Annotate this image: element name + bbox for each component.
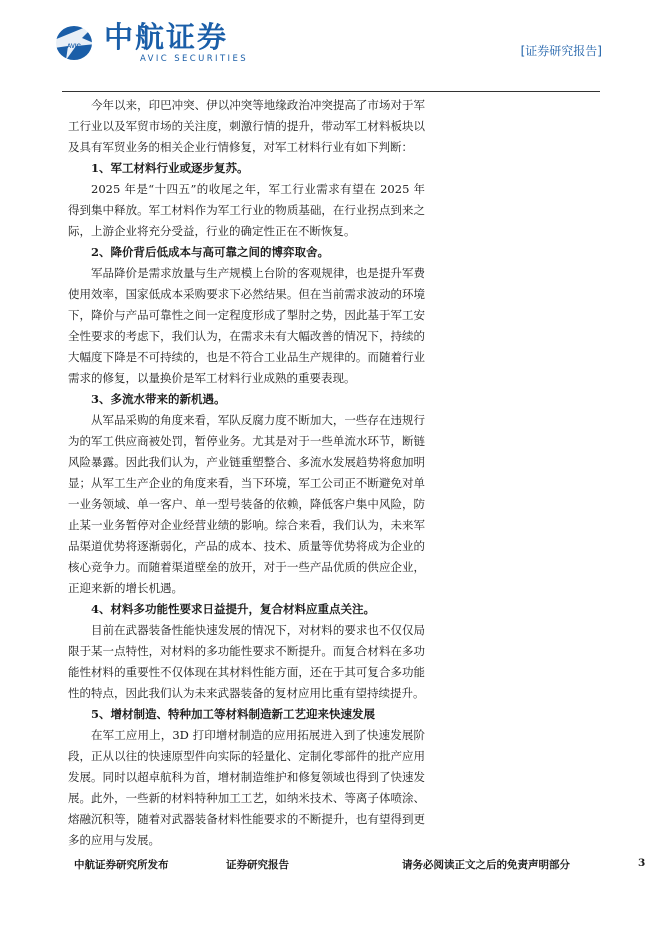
section-paragraph-3: 从军品采购的角度来看，军队反腐力度不断加大，一些存在违规行为的军工供应商被处罚，暂停业务。尤其是对于一些单流水环节，断链风险暴露。因此我们认为，产业链重塑整合、多流水发展趋势将愈加明显；从军工生产企业的角度来看，当下环境，军工公司正不断避免对单一业务领域、单一客户、单一型号装备的依赖，降低客户集中风险，防止某一业务暂停对企业经营业绩的影响。综合来看，我们认为，未来军品渠道优势将逐渐弱化，产品的成本、技术、质量等优势将成为企业的核心竞争力。而随着渠道壁垒的放开，对于一些产品优质的供应企业，正迎来新的增长机遇。 bbox=[68, 413, 425, 595]
brand-name-cn: 中航证券 bbox=[104, 20, 229, 54]
section-heading-1: 1、军工材料行业或逐步复苏。 bbox=[91, 161, 249, 175]
brand-logo bbox=[52, 18, 249, 66]
page-number: 3 bbox=[638, 857, 646, 869]
header-divider bbox=[62, 91, 600, 92]
section-heading-4: 4、材料多功能性要求日益提升，复合材料应重点关注。 bbox=[91, 602, 375, 616]
brand-name-en: AVIC SECURITIES bbox=[140, 54, 249, 64]
intro-paragraph: 今年以来，印巴冲突、伊以冲突等地缘政治冲突提高了市场对于军工行业以及军贸市场的关注度，刺激行情的提升，带动军工材料板块以及具有军贸业务的相关企业行情修复，对军工材料行业有如下判断： bbox=[68, 98, 425, 154]
section-paragraph-1: 2025 年是“十四五”的收尾之年，军工行业需求有望在 2025 年得到集中释放。军工材料作为军工行业的物质基础，在行业拐点到来之际，上游企业将充分受益，行业的确定性正在不断恢复。 bbox=[68, 182, 425, 238]
footer-disclaimer: 请务必阅读正文之后的免责声明部分 bbox=[402, 859, 570, 871]
footer-publisher: 中航证券研究所发布 bbox=[74, 859, 169, 871]
section-heading-3: 3、多流水带来的新机遇。 bbox=[91, 392, 226, 406]
section-paragraph-4: 目前在武器装备性能快速发展的情况下，对材料的要求也不仅仅局限于某一点特性，对材料的多功能性要求不断提升。而复合材料在多功能性材料的重要性不仅体现在其材料性能方面，还在于其可复合多功能性的特点，因此我们认为未来武器装备的复材应用比重有望持续提升。 bbox=[68, 623, 425, 700]
page-footer bbox=[0, 857, 662, 877]
logo-badge-text: AVIC bbox=[67, 44, 81, 50]
section-paragraph-5: 在军工应用上，3D 打印增材制造的应用拓展进入到了快速发展阶段，正从以往的快速原型件向实际的轻量化、定制化零部件的批产应用发展。同时以超卓航科为首，增材制造维护和修复领域也得到了快速发展。此外，一些新的材料特种加工工艺，如纳米技术、等离子体喷涂、熔融沉积等，随着对武器装备材料性能要求的不断提升，也有望得到更多的应用与发展。 bbox=[68, 728, 425, 847]
footer-doc-type: 证券研究报告 bbox=[226, 859, 289, 871]
avic-logo-icon bbox=[52, 18, 100, 64]
section-heading-2: 2、降价背后低成本与高可靠之间的博弈取舍。 bbox=[91, 245, 329, 259]
main-content bbox=[68, 95, 425, 851]
section-paragraph-2: 军品降价是需求放量与生产规模上台阶的客观规律，也是提升军费使用效率，国家低成本采购要求下必然结果。但在当前需求波动的环境下，降价与产品可靠性之间一定程度形成了掣肘之势，因此基于军工安全性要求的考虑下，我们认为，在需求未有大幅改善的情况下，持续的大幅度下降是不可持续的，也是不符合工业品生产规律的。而随着行业需求的修复，以量换价是军工材料行业成熟的重要表现。 bbox=[68, 266, 425, 385]
report-type-tag: [证券研究报告] bbox=[520, 44, 602, 58]
section-heading-5: 5、增材制造、特种加工等材料制造新工艺迎来快速发展 bbox=[91, 707, 375, 721]
